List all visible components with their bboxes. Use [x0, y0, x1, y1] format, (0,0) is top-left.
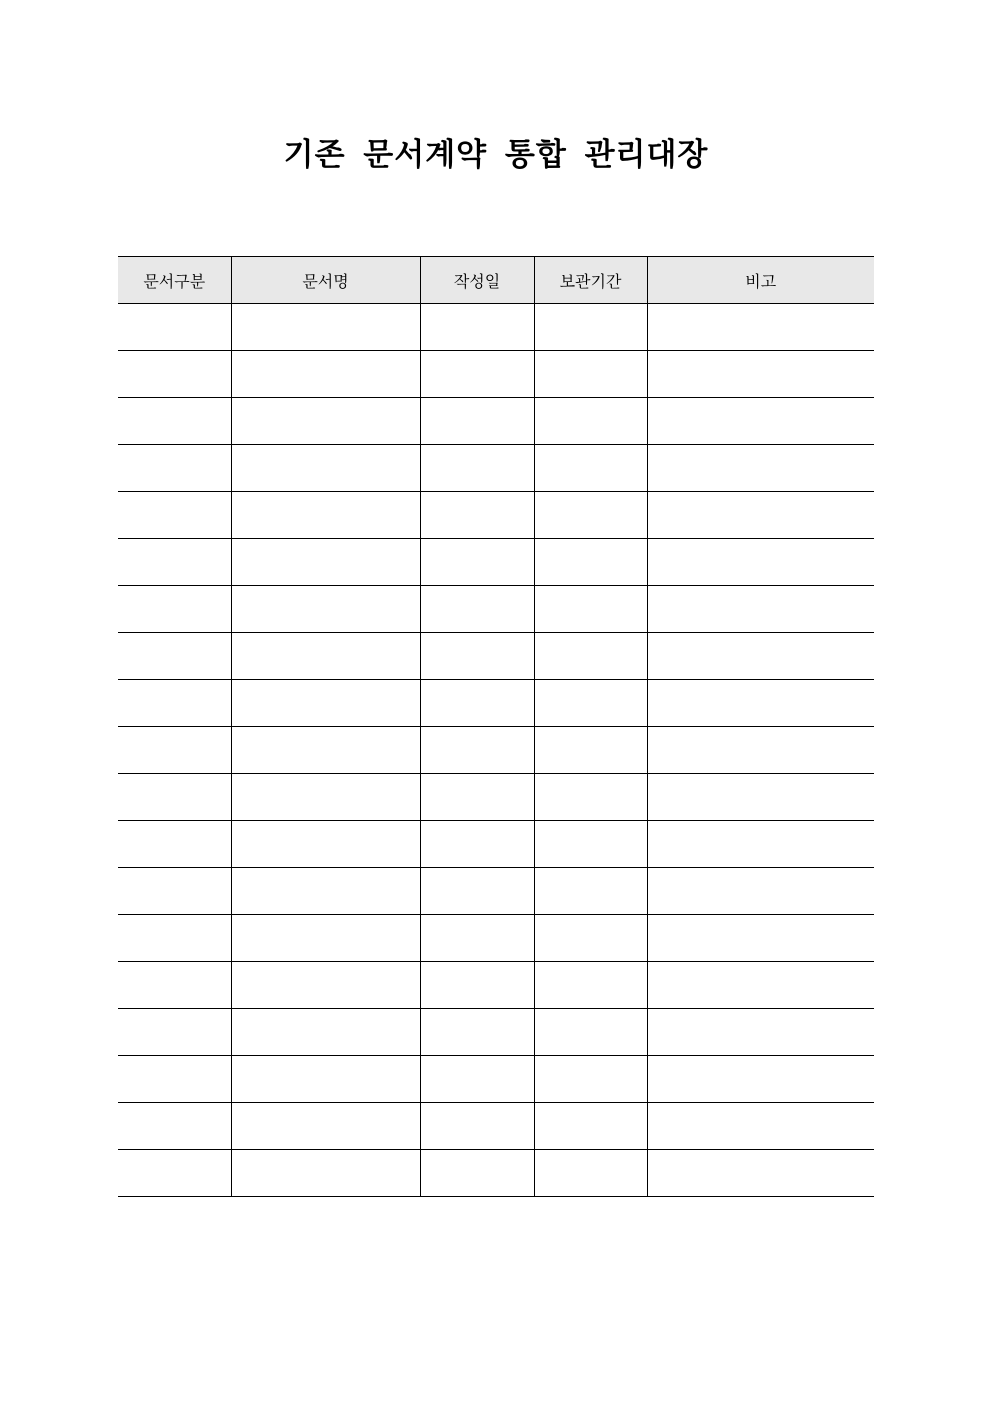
table-row — [118, 445, 874, 492]
cell-document-name[interactable] — [231, 1056, 420, 1103]
cell-created-date[interactable] — [420, 680, 534, 727]
cell-created-date[interactable] — [420, 445, 534, 492]
cell-document-name[interactable] — [231, 633, 420, 680]
table-row — [118, 680, 874, 727]
cell-document-type[interactable] — [118, 539, 231, 586]
cell-remarks[interactable] — [647, 680, 874, 727]
cell-document-type[interactable] — [118, 398, 231, 445]
cell-document-type[interactable] — [118, 492, 231, 539]
table-row — [118, 492, 874, 539]
table-row — [118, 727, 874, 774]
table-row — [118, 586, 874, 633]
table-row — [118, 1150, 874, 1197]
cell-created-date[interactable] — [420, 351, 534, 398]
cell-created-date[interactable] — [420, 539, 534, 586]
cell-created-date[interactable] — [420, 774, 534, 821]
table-row — [118, 915, 874, 962]
table-row — [118, 1103, 874, 1150]
cell-remarks[interactable] — [647, 586, 874, 633]
cell-document-type[interactable] — [118, 727, 231, 774]
cell-document-name[interactable] — [231, 727, 420, 774]
cell-retention-period[interactable] — [534, 727, 647, 774]
cell-remarks[interactable] — [647, 539, 874, 586]
cell-remarks[interactable] — [647, 774, 874, 821]
cell-remarks[interactable] — [647, 445, 874, 492]
cell-created-date[interactable] — [420, 821, 534, 868]
cell-retention-period[interactable] — [534, 1009, 647, 1056]
cell-document-name[interactable] — [231, 492, 420, 539]
cell-remarks[interactable] — [647, 868, 874, 915]
cell-document-type[interactable] — [118, 1150, 231, 1197]
cell-document-name[interactable] — [231, 821, 420, 868]
cell-created-date[interactable] — [420, 727, 534, 774]
cell-document-type[interactable] — [118, 1103, 231, 1150]
cell-created-date[interactable] — [420, 1150, 534, 1197]
ledger-body — [118, 304, 874, 1197]
cell-retention-period[interactable] — [534, 915, 647, 962]
cell-document-type[interactable] — [118, 1009, 231, 1056]
column-header-created-date: 작성일 — [420, 257, 534, 304]
cell-remarks[interactable] — [647, 727, 874, 774]
column-header-remarks: 비고 — [647, 257, 874, 304]
cell-created-date[interactable] — [420, 1103, 534, 1150]
cell-document-type[interactable] — [118, 962, 231, 1009]
cell-remarks[interactable] — [647, 633, 874, 680]
cell-document-name[interactable] — [231, 398, 420, 445]
cell-document-type[interactable] — [118, 821, 231, 868]
table-row — [118, 868, 874, 915]
cell-document-name[interactable] — [231, 351, 420, 398]
cell-created-date[interactable] — [420, 915, 534, 962]
table-row — [118, 774, 874, 821]
cell-remarks[interactable] — [647, 1103, 874, 1150]
document-title: 기존 문서계약 통합 관리대장 — [283, 137, 709, 173]
cell-retention-period[interactable] — [534, 962, 647, 1009]
cell-document-name[interactable] — [231, 1103, 420, 1150]
cell-document-name[interactable] — [231, 539, 420, 586]
cell-created-date[interactable] — [420, 868, 534, 915]
cell-retention-period[interactable] — [534, 774, 647, 821]
cell-retention-period[interactable] — [534, 304, 647, 351]
cell-created-date[interactable] — [420, 492, 534, 539]
table-row — [118, 351, 874, 398]
cell-retention-period[interactable] — [534, 680, 647, 727]
cell-document-type[interactable] — [118, 915, 231, 962]
cell-document-type[interactable] — [118, 445, 231, 492]
ledger-table — [118, 256, 874, 1197]
table-row — [118, 1009, 874, 1056]
cell-retention-period[interactable] — [534, 1056, 647, 1103]
cell-remarks[interactable] — [647, 398, 874, 445]
cell-retention-period[interactable] — [534, 445, 647, 492]
cell-document-name[interactable] — [231, 962, 420, 1009]
cell-document-type[interactable] — [118, 680, 231, 727]
cell-document-name[interactable] — [231, 774, 420, 821]
cell-retention-period[interactable] — [534, 539, 647, 586]
cell-created-date[interactable] — [420, 962, 534, 1009]
cell-retention-period[interactable] — [534, 868, 647, 915]
cell-created-date[interactable] — [420, 304, 534, 351]
cell-created-date[interactable] — [420, 633, 534, 680]
table-row — [118, 304, 874, 351]
cell-document-type[interactable] — [118, 351, 231, 398]
cell-retention-period[interactable] — [534, 633, 647, 680]
cell-document-name[interactable] — [231, 445, 420, 492]
cell-remarks[interactable] — [647, 351, 874, 398]
table-row — [118, 398, 874, 445]
cell-remarks[interactable] — [647, 1056, 874, 1103]
cell-created-date[interactable] — [420, 586, 534, 633]
cell-remarks[interactable] — [647, 1009, 874, 1056]
cell-retention-period[interactable] — [534, 492, 647, 539]
table-row — [118, 1056, 874, 1103]
header-row — [118, 257, 874, 304]
cell-document-type[interactable] — [118, 1056, 231, 1103]
cell-document-type[interactable] — [118, 774, 231, 821]
cell-remarks[interactable] — [647, 492, 874, 539]
cell-created-date[interactable] — [420, 1056, 534, 1103]
cell-document-type[interactable] — [118, 304, 231, 351]
cell-remarks[interactable] — [647, 821, 874, 868]
cell-created-date[interactable] — [420, 398, 534, 445]
cell-created-date[interactable] — [420, 1009, 534, 1056]
table-row — [118, 821, 874, 868]
cell-document-type[interactable] — [118, 868, 231, 915]
table-row — [118, 539, 874, 586]
cell-retention-period[interactable] — [534, 351, 647, 398]
cell-document-name[interactable] — [231, 1150, 420, 1197]
cell-remarks[interactable] — [647, 915, 874, 962]
column-header-retention-period: 보관기간 — [534, 257, 647, 304]
table-row — [118, 633, 874, 680]
cell-document-name[interactable] — [231, 868, 420, 915]
cell-document-name[interactable] — [231, 1009, 420, 1056]
cell-document-name[interactable] — [231, 586, 420, 633]
column-header-document-type: 문서구분 — [118, 257, 231, 304]
cell-remarks[interactable] — [647, 962, 874, 1009]
cell-document-name[interactable] — [231, 680, 420, 727]
cell-retention-period[interactable] — [534, 1103, 647, 1150]
cell-retention-period[interactable] — [534, 586, 647, 633]
cell-document-type[interactable] — [118, 586, 231, 633]
cell-retention-period[interactable] — [534, 1150, 647, 1197]
cell-document-type[interactable] — [118, 633, 231, 680]
cell-retention-period[interactable] — [534, 821, 647, 868]
cell-remarks[interactable] — [647, 1150, 874, 1197]
cell-document-name[interactable] — [231, 915, 420, 962]
column-header-document-name: 문서명 — [231, 257, 420, 304]
cell-retention-period[interactable] — [534, 398, 647, 445]
table-row — [118, 962, 874, 1009]
cell-remarks[interactable] — [647, 304, 874, 351]
cell-document-name[interactable] — [231, 304, 420, 351]
